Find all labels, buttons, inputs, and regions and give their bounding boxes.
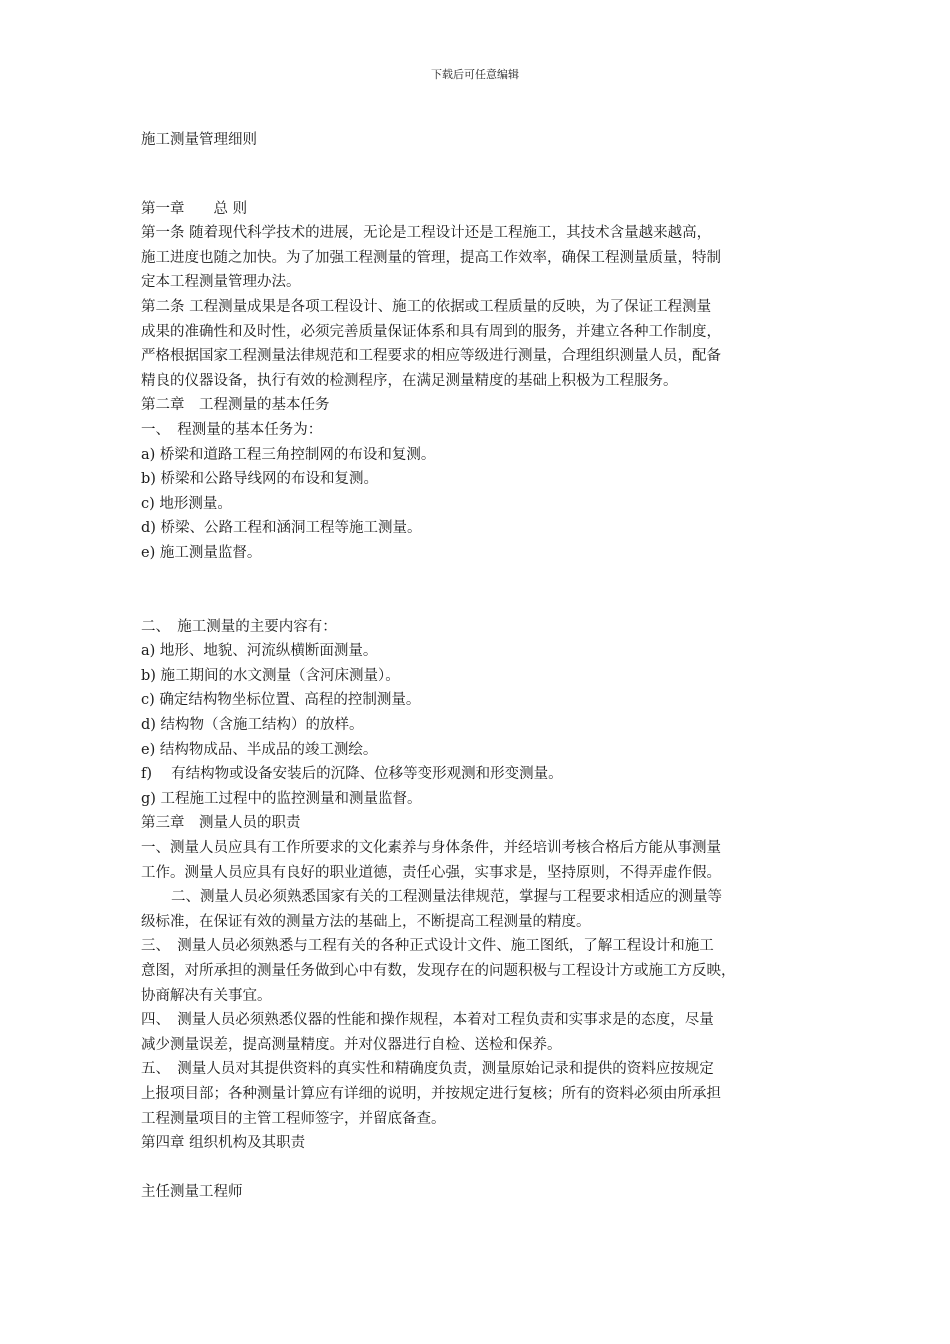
list-item: d) 桥梁、公路工程和涵洞工程等施工测量。 xyxy=(141,520,422,537)
article-1-line: 第一条 随着现代科学技术的进展，无论是工程设计还是工程施工，其技术含量越来越高， xyxy=(141,225,712,242)
duty-5-line: 工程测量项目的主管工程师签字，并留底备查。 xyxy=(141,1110,446,1127)
article-1-line: 施工进度也随之加快。为了加强工程测量的管理，提高工作效率，确保工程测量质量，特制 xyxy=(141,249,721,266)
duty-1-line: 一、测量人员应具有工作所要求的文化素养与身体条件，并经培训考核合格后方能从事测量 xyxy=(141,840,721,857)
chapter-4-heading: 第四章 组织机构及其职责 xyxy=(141,1135,306,1152)
list-item: b) 桥梁和公路导线网的布设和复测。 xyxy=(141,471,379,488)
article-2-line: 精良的仪器设备，执行有效的检测程序，在满足测量精度的基础上积极为工程服务。 xyxy=(141,372,678,389)
chapter-1-heading: 第一章 总 则 xyxy=(141,200,248,217)
list-item: c) 确定结构物坐标位置、高程的控制测量。 xyxy=(141,692,421,709)
duty-4-line: 减少测量误差，提高测量精度。并对仪器进行自检、送检和保养。 xyxy=(141,1036,562,1053)
list-item: g) 工程施工过程中的监控测量和测量监督。 xyxy=(141,790,422,807)
document-title: 施工测量管理细则 xyxy=(141,132,257,148)
list-item: a) 桥梁和道路工程三角控制网的布设和复测。 xyxy=(141,446,436,463)
duty-5-line: 五、 测量人员对其提供资料的真实性和精确度负责，测量原始记录和提供的资料应按规定 xyxy=(141,1061,714,1078)
duty-3-line: 协商解决有关事宜。 xyxy=(141,987,272,1004)
duty-2-line: 级标准，在保证有效的测量方法的基础上，不断提高工程测量的精度。 xyxy=(141,913,591,930)
duty-1-line: 工作。测量人员应具有良好的职业道德，责任心强，实事求是，坚持原则，不得弄虚作假。 xyxy=(141,864,721,881)
article-1-line: 定本工程测量管理办法。 xyxy=(141,274,301,291)
chapter-4-subheading: 主任测量工程师 xyxy=(141,1184,243,1201)
document-body xyxy=(141,128,821,1205)
article-2-line: 第二条 工程测量成果是各项工程设计、施工的依据或工程质量的反映，为了保证工程测量 xyxy=(141,298,712,315)
list-item: f) 有结构物或设备安装后的沉降、位移等变形观测和形变测量。 xyxy=(141,766,563,783)
chapter-3-heading: 第三章 测量人员的职责 xyxy=(141,815,301,832)
list-item: b) 施工期间的水文测量（含河床测量）。 xyxy=(141,667,400,684)
duty-3-line: 三、 测量人员必须熟悉与工程有关的各种正式设计文件、施工图纸，了解工程设计和施工 xyxy=(141,938,714,955)
page-header: 下载后可任意编辑 xyxy=(431,68,519,81)
section-1-heading: 一、 程测量的基本任务为： xyxy=(141,421,323,438)
section-2-heading: 二、 施工测量的主要内容有： xyxy=(141,618,337,635)
chapter-2-heading: 第二章 工程测量的基本任务 xyxy=(141,397,330,414)
article-2-line: 成果的准确性和及时性，必须完善质量保证体系和具有周到的服务，并建立各种工作制度， xyxy=(141,323,721,340)
article-2-line: 严格根据国家工程测量法律规范和工程要求的相应等级进行测量，合理组织测量人员，配备 xyxy=(141,348,721,365)
list-item: a) 地形、地貌、河流纵横断面测量。 xyxy=(141,643,378,660)
list-item: c) 地形测量。 xyxy=(141,495,232,512)
duty-3-line: 意图，对所承担的测量任务做到心中有数，发现存在的问题积极与工程设计方或施工方反映， xyxy=(141,963,736,979)
list-item: e) 施工测量监督。 xyxy=(141,544,262,561)
list-item: d) 结构物（含施工结构）的放样。 xyxy=(141,717,364,734)
duty-4-line: 四、 测量人员必须熟悉仪器的性能和操作规程，本着对工程负责和实事求是的态度，尽量 xyxy=(141,1012,714,1029)
duty-2-line: 二、测量人员必须熟悉国家有关的工程测量法律规范，掌握与工程要求相适应的测量等 xyxy=(171,889,722,906)
duty-5-line: 上报项目部；各种测量计算应有详细的说明，并按规定进行复核；所有的资料必须由所承担 xyxy=(141,1085,721,1102)
list-item: e) 结构物成品、半成品的竣工测绘。 xyxy=(141,741,378,758)
